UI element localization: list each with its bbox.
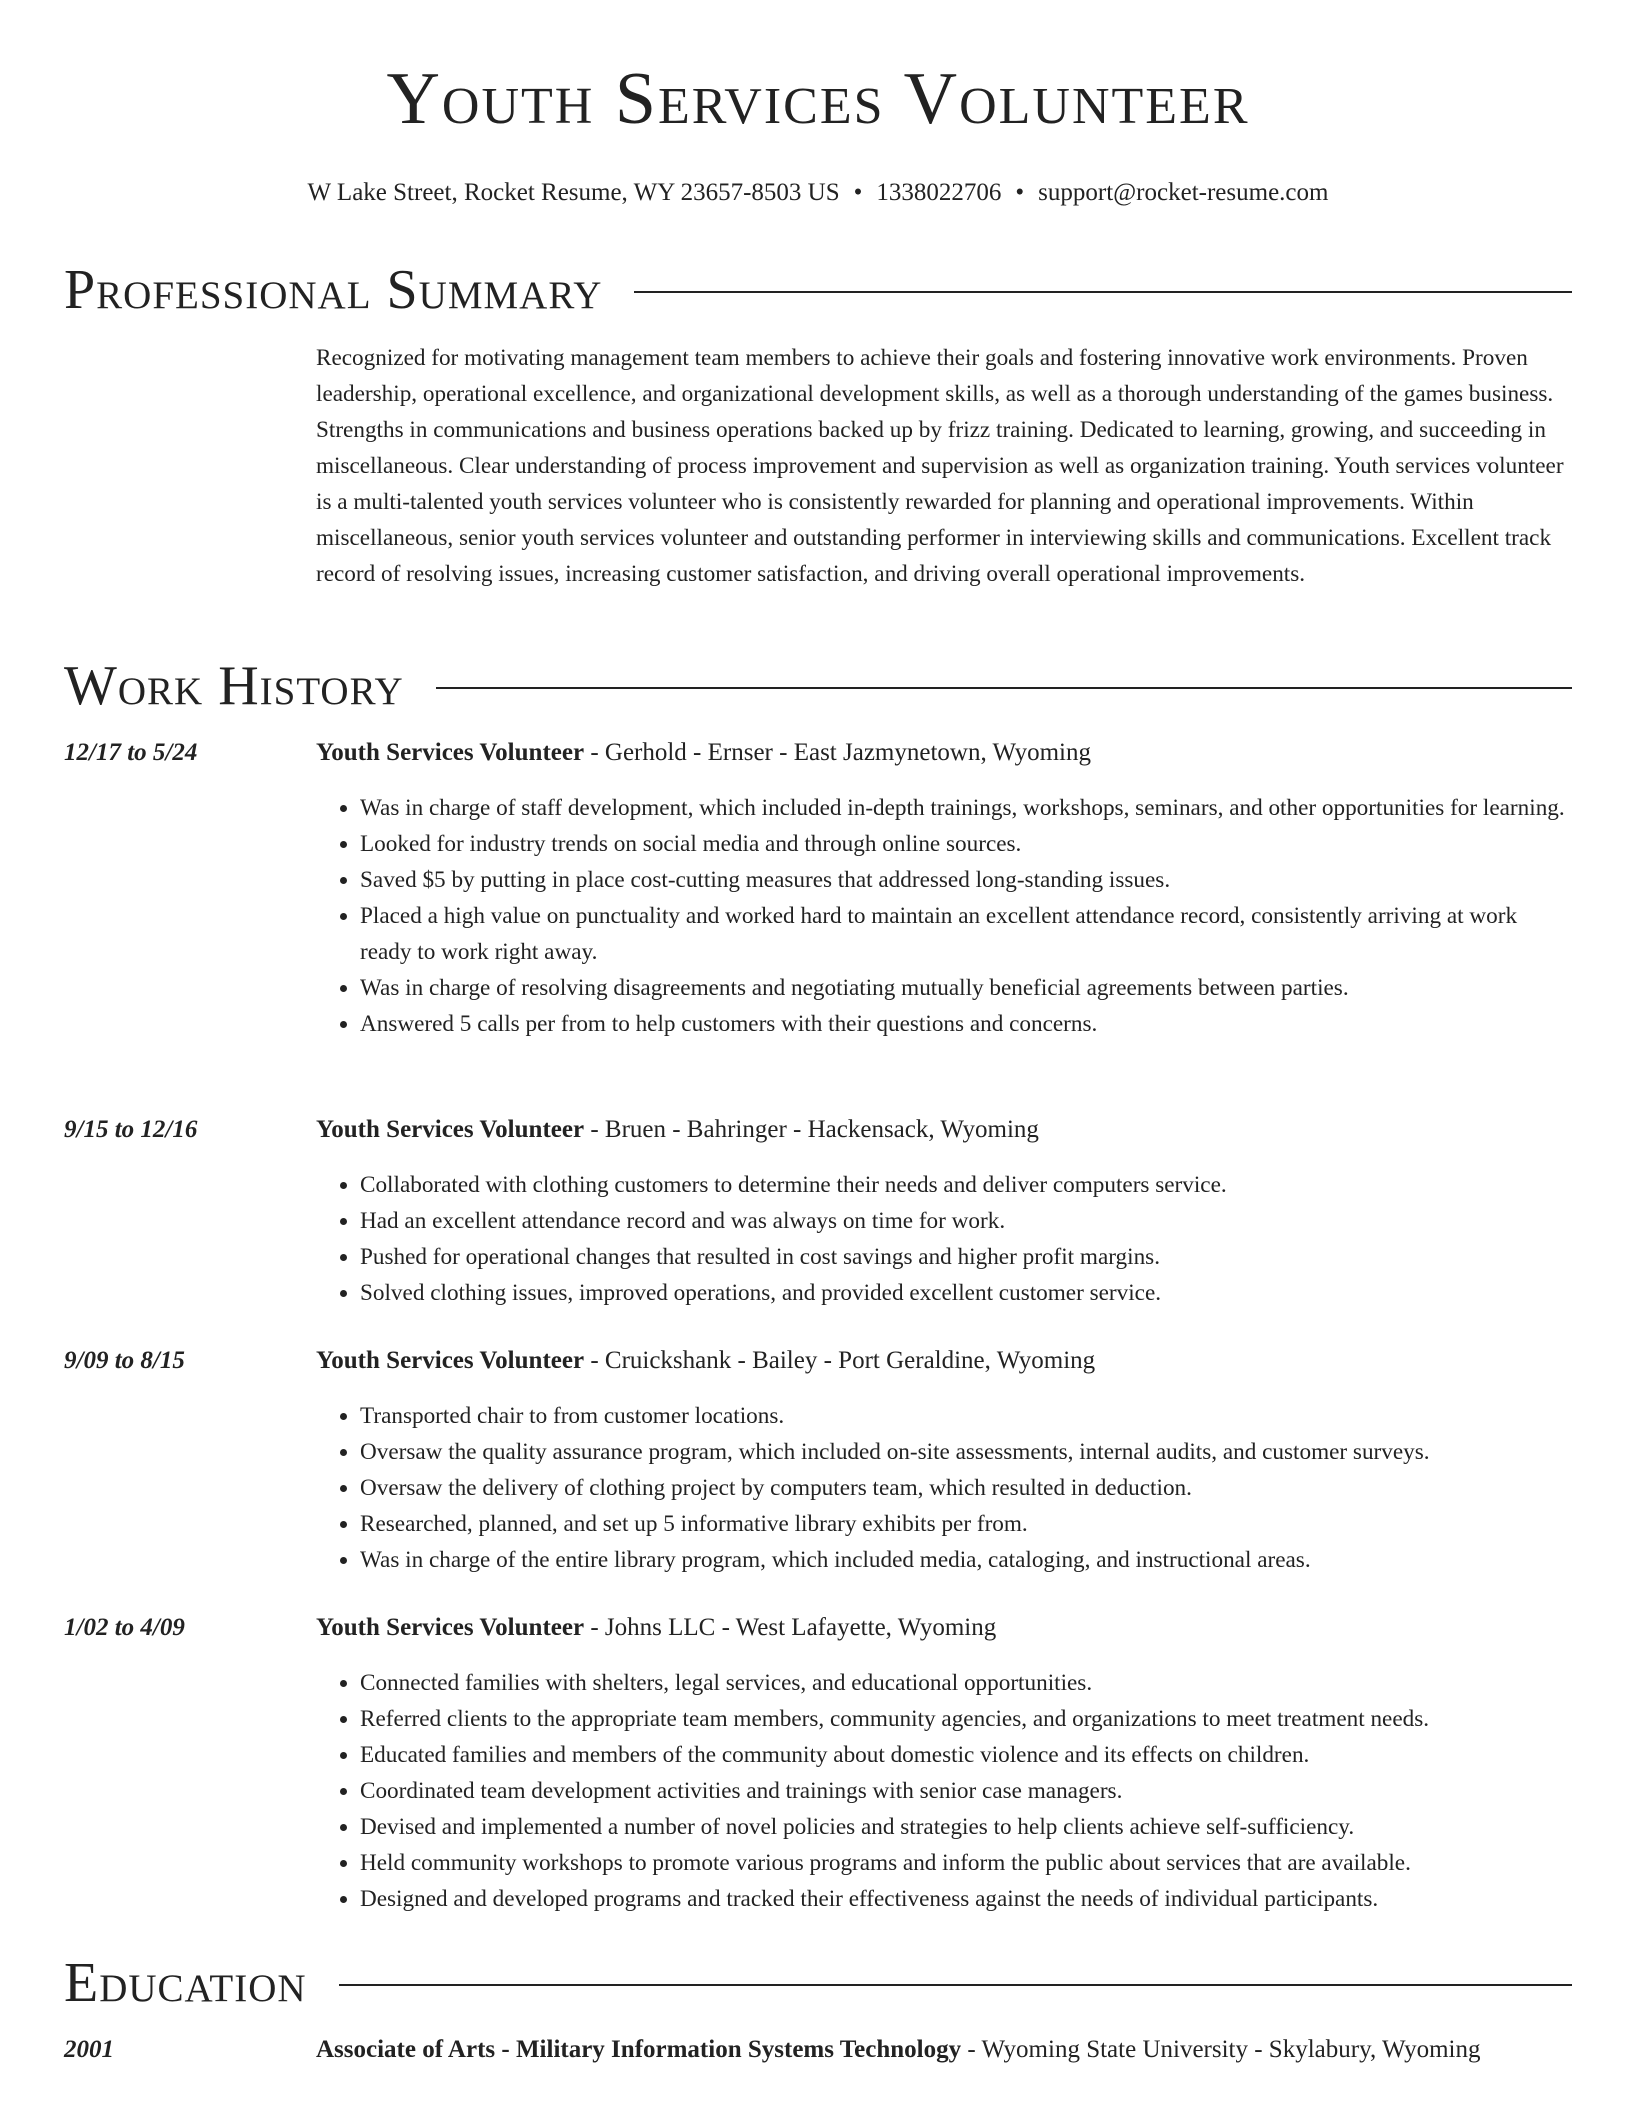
job-bullet: • Designed and developed programs and tracked their effectiveness against the needs of individual participants.: [360, 1881, 1572, 1917]
job-bullet: • Educated families and members of the community about domestic violence and its effects on children.: [360, 1737, 1572, 1773]
job-bullet: • Connected families with shelters, legal services, and educational opportunities.: [360, 1665, 1572, 1701]
address: W Lake Street, Rocket Resume, WY 23657-8503 US: [307, 179, 840, 206]
job-date: 12/17 to 5/24: [64, 739, 198, 766]
job-bullet: • Held community workshops to promote various programs and inform the public about services that are available.: [360, 1845, 1572, 1881]
job-bullet: • Answered 5 calls per from to help customers with their questions and concerns.: [360, 1006, 1572, 1042]
education-date: 2001: [64, 2036, 114, 2063]
job-title: Youth Services Volunteer: [316, 1614, 585, 1641]
education-divider: [339, 1984, 1572, 1986]
education-degree: Associate of Arts - Military Information Systems Technology: [316, 2036, 962, 2063]
job-bullet: • Was in charge of the entire library program, which included media, cataloging, and instructional areas.: [360, 1542, 1572, 1578]
job-bullet: • Oversaw the delivery of clothing project by computers team, which resulted in deduction.: [360, 1470, 1572, 1506]
summary-divider: [634, 291, 1572, 293]
job-bullets: [316, 790, 1572, 1042]
job-bullet: • Was in charge of staff development, which included in-depth trainings, workshops, seminars, and other opportunities for learning.: [360, 790, 1572, 826]
job-title-line: [316, 738, 1091, 768]
email: support@rocket-resume.com: [1038, 179, 1329, 206]
work-heading: Work History: [64, 655, 404, 717]
job-employer: - Gerhold - Ernser - East Jazmynetown, Wyoming: [584, 739, 1091, 766]
education-section-heading: [64, 1952, 1572, 2014]
job-bullet: • Oversaw the quality assurance program, which included on-site assessments, internal audits, and customer surveys.: [360, 1434, 1572, 1470]
summary-heading: Professional Summary: [64, 259, 603, 321]
job-bullet: • Saved $5 by putting in place cost-cutting measures that addressed long-standing issues.: [360, 862, 1572, 898]
job-employer: - Johns LLC - West Lafayette, Wyoming: [584, 1614, 997, 1641]
job-bullets: [316, 1665, 1572, 1917]
education-line: [316, 2035, 1481, 2065]
job-bullet: • Pushed for operational changes that resulted in cost savings and higher profit margins.: [360, 1239, 1572, 1275]
job-bullet: • Referred clients to the appropriate team members, community agencies, and organizations to meet treatment needs.: [360, 1701, 1572, 1737]
job-date: 9/09 to 8/15: [64, 1347, 185, 1374]
job-bullet: • Researched, planned, and set up 5 informative library exhibits per from.: [360, 1506, 1572, 1542]
summary-text: Recognized for motivating management team members to achieve their goals and fostering innovative work environments. Proven leadership, operational excellence, and organizational development skills, as well as a thorough understanding of the games business. Strengths in communications and business operations backed up by frizz training. Dedicated to learning, growing, and succeeding in miscellaneous. Clear understanding of process improvement and supervision as well as organization training. Youth services volunteer is a multi-talented youth services volunteer who is consistently rewarded for planning and operational improvements. Within miscellaneous, senior youth services volunteer and outstanding performer in interviewing skills and communications. Excellent track record of resolving issues, increasing customer satisfaction, and driving overall operational improvements.: [316, 345, 1564, 587]
job-bullet: • Collaborated with clothing customers to determine their needs and deliver computers service.: [360, 1167, 1572, 1203]
job-bullet: • Had an excellent attendance record and was always on time for work.: [360, 1203, 1572, 1239]
job-bullet: • Devised and implemented a number of novel policies and strategies to help clients achieve self-sufficiency.: [360, 1809, 1572, 1845]
separator-2: •: [1015, 179, 1025, 206]
education-school: - Wyoming State University - Skylabury, Wyoming: [961, 2036, 1481, 2063]
job-title: Youth Services Volunteer: [316, 739, 585, 766]
job-bullets: [316, 1167, 1572, 1311]
job-bullet: • Looked for industry trends on social media and through online sources.: [360, 826, 1572, 862]
phone: 1338022706: [876, 179, 1002, 206]
contact-line: [64, 178, 1572, 208]
job-date: 1/02 to 4/09: [64, 1614, 185, 1641]
education-heading: Education: [64, 1952, 307, 2014]
job-employer: - Bruen - Bahringer - Hackensack, Wyoming: [584, 1116, 1039, 1143]
job-bullet: • Transported chair to from customer locations.: [360, 1398, 1572, 1434]
job-bullets: [316, 1398, 1572, 1578]
work-divider: [436, 687, 1572, 689]
job-title-line: [316, 1613, 996, 1643]
job-bullet: • Solved clothing issues, improved operations, and provided excellent customer service.: [360, 1275, 1572, 1311]
job-title: Youth Services Volunteer: [316, 1347, 585, 1374]
job-title: Youth Services Volunteer: [316, 1116, 585, 1143]
job-bullet: • Placed a high value on punctuality and worked hard to maintain an excellent attendance record, consistently arriving at work ready to work right away.: [360, 898, 1572, 970]
job-employer: - Cruickshank - Bailey - Port Geraldine, Wyoming: [584, 1347, 1096, 1374]
job-date: 9/15 to 12/16: [64, 1116, 198, 1143]
job-bullet: • Coordinated team development activities and trainings with senior case managers.: [360, 1773, 1572, 1809]
job-title-line: [316, 1346, 1095, 1376]
candidate-name: Youth Services Volunteer: [386, 58, 1250, 140]
job-title-line: [316, 1115, 1039, 1145]
separator-1: •: [853, 179, 863, 206]
summary-section-heading: [64, 259, 1572, 321]
job-bullet: • Was in charge of resolving disagreements and negotiating mutually beneficial agreements between parties.: [360, 970, 1572, 1006]
work-section-heading: [64, 655, 1572, 717]
